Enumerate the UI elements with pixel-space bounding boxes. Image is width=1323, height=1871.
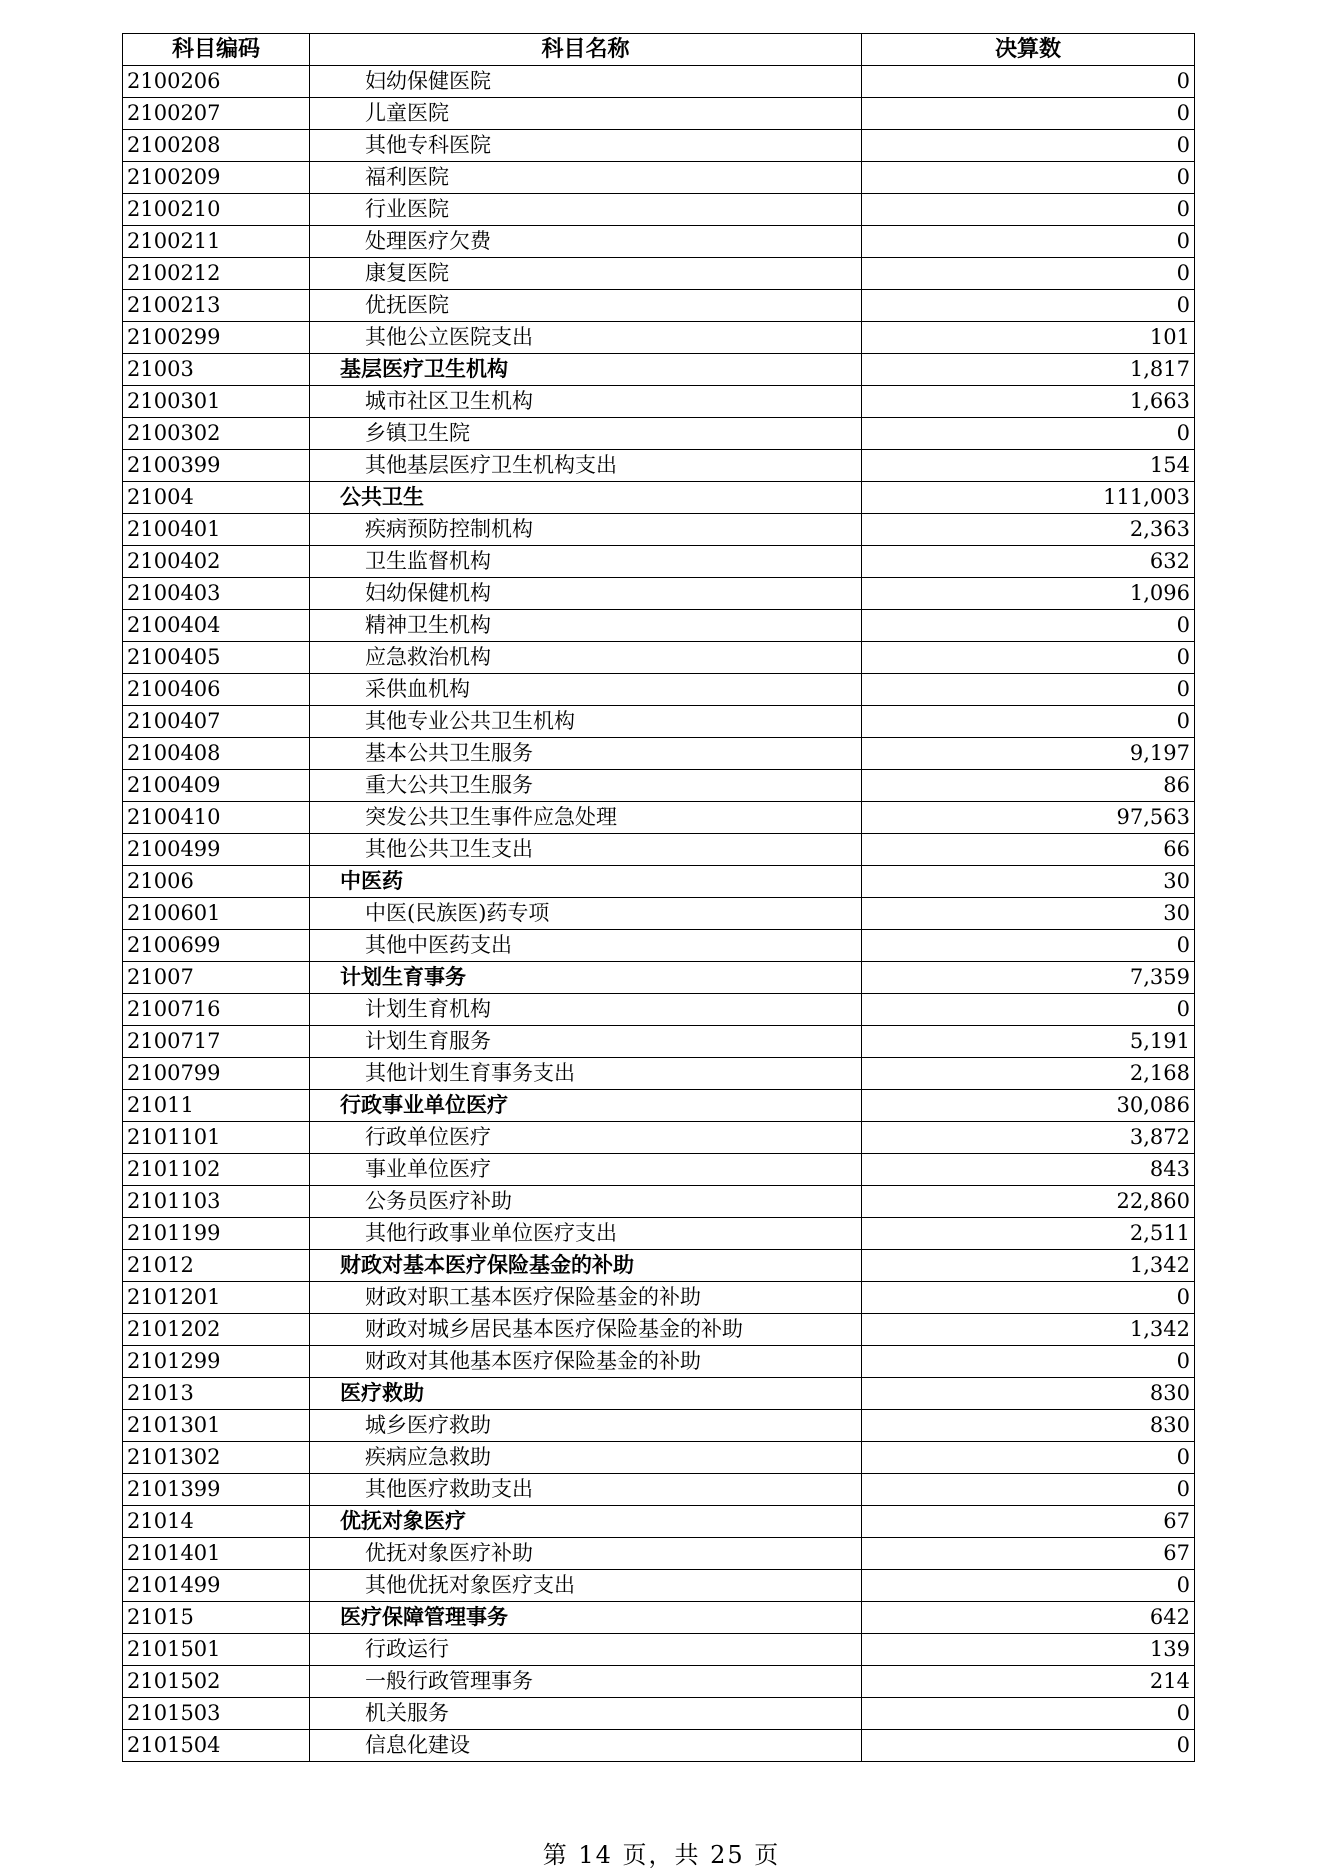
table-row — [123, 1218, 1195, 1250]
amount-cell: 2,363 — [862, 514, 1195, 546]
table-row — [123, 450, 1195, 482]
code-cell: 2100601 — [123, 898, 310, 930]
code-cell: 2101302 — [123, 1442, 310, 1474]
amount-cell: 9,197 — [862, 738, 1195, 770]
name-cell: 财政对职工基本医疗保险基金的补助 — [310, 1282, 862, 1314]
amount-cell: 30,086 — [862, 1090, 1195, 1122]
amount-cell: 0 — [862, 130, 1195, 162]
name-cell: 优抚医院 — [310, 290, 862, 322]
name-cell: 机关服务 — [310, 1698, 862, 1730]
code-cell: 2101501 — [123, 1634, 310, 1666]
name-cell: 福利医院 — [310, 162, 862, 194]
amount-cell: 0 — [862, 610, 1195, 642]
table-row — [123, 514, 1195, 546]
code-cell: 2101399 — [123, 1474, 310, 1506]
table-row — [123, 1378, 1195, 1410]
amount-cell: 632 — [862, 546, 1195, 578]
amount-cell: 30 — [862, 898, 1195, 930]
table-row — [123, 1442, 1195, 1474]
table-row — [123, 386, 1195, 418]
name-cell: 财政对其他基本医疗保险基金的补助 — [310, 1346, 862, 1378]
table-row — [123, 1666, 1195, 1698]
table-row — [123, 290, 1195, 322]
table-row — [123, 994, 1195, 1026]
code-cell: 2100407 — [123, 706, 310, 738]
code-cell: 2100499 — [123, 834, 310, 866]
table-row — [123, 674, 1195, 706]
name-cell: 计划生育机构 — [310, 994, 862, 1026]
name-cell: 应急救治机构 — [310, 642, 862, 674]
table-row — [123, 930, 1195, 962]
name-cell: 其他优抚对象医疗支出 — [310, 1570, 862, 1602]
name-cell: 行政运行 — [310, 1634, 862, 1666]
amount-cell: 0 — [862, 706, 1195, 738]
code-cell: 2100399 — [123, 450, 310, 482]
header-code: 科目编码 — [123, 34, 310, 66]
name-cell: 优抚对象医疗 — [310, 1506, 862, 1538]
code-cell: 2101301 — [123, 1410, 310, 1442]
amount-cell: 843 — [862, 1154, 1195, 1186]
amount-cell: 0 — [862, 162, 1195, 194]
code-cell: 2101502 — [123, 1666, 310, 1698]
amount-cell: 0 — [862, 290, 1195, 322]
name-cell: 妇幼保健机构 — [310, 578, 862, 610]
amount-cell: 97,563 — [862, 802, 1195, 834]
name-cell: 中医药 — [310, 866, 862, 898]
name-cell: 精神卫生机构 — [310, 610, 862, 642]
table-row — [123, 98, 1195, 130]
amount-cell: 154 — [862, 450, 1195, 482]
name-cell: 基层医疗卫生机构 — [310, 354, 862, 386]
amount-cell: 101 — [862, 322, 1195, 354]
name-cell: 其他公立医院支出 — [310, 322, 862, 354]
code-cell: 2100208 — [123, 130, 310, 162]
code-cell: 21015 — [123, 1602, 310, 1634]
code-cell: 21012 — [123, 1250, 310, 1282]
table-row — [123, 258, 1195, 290]
name-cell: 重大公共卫生服务 — [310, 770, 862, 802]
name-cell: 疾病应急救助 — [310, 1442, 862, 1474]
name-cell: 其他中医药支出 — [310, 930, 862, 962]
name-cell: 计划生育服务 — [310, 1026, 862, 1058]
table-row — [123, 418, 1195, 450]
name-cell: 其他医疗救助支出 — [310, 1474, 862, 1506]
code-cell: 21003 — [123, 354, 310, 386]
code-cell: 2101101 — [123, 1122, 310, 1154]
name-cell: 其他专科医院 — [310, 130, 862, 162]
name-cell: 计划生育事务 — [310, 962, 862, 994]
amount-cell: 1,663 — [862, 386, 1195, 418]
name-cell: 公共卫生 — [310, 482, 862, 514]
amount-cell: 0 — [862, 258, 1195, 290]
amount-cell: 3,872 — [862, 1122, 1195, 1154]
code-cell: 2101199 — [123, 1218, 310, 1250]
amount-cell: 2,168 — [862, 1058, 1195, 1090]
table-row — [123, 1186, 1195, 1218]
table-row — [123, 770, 1195, 802]
name-cell: 处理医疗欠费 — [310, 226, 862, 258]
table-row — [123, 1698, 1195, 1730]
amount-cell: 1,096 — [862, 578, 1195, 610]
code-cell: 21014 — [123, 1506, 310, 1538]
code-cell: 2100716 — [123, 994, 310, 1026]
amount-cell: 0 — [862, 226, 1195, 258]
name-cell: 儿童医院 — [310, 98, 862, 130]
name-cell: 医疗保障管理事务 — [310, 1602, 862, 1634]
code-cell: 2100211 — [123, 226, 310, 258]
name-cell: 优抚对象医疗补助 — [310, 1538, 862, 1570]
amount-cell: 0 — [862, 66, 1195, 98]
code-cell: 2100209 — [123, 162, 310, 194]
table-row — [123, 1570, 1195, 1602]
table-row — [123, 322, 1195, 354]
amount-cell: 830 — [862, 1378, 1195, 1410]
amount-cell: 0 — [862, 1570, 1195, 1602]
table-row — [123, 1730, 1195, 1762]
name-cell: 城乡医疗救助 — [310, 1410, 862, 1442]
table-row — [123, 546, 1195, 578]
amount-cell: 214 — [862, 1666, 1195, 1698]
table-row — [123, 1474, 1195, 1506]
code-cell: 2100210 — [123, 194, 310, 226]
amount-cell: 22,860 — [862, 1186, 1195, 1218]
name-cell: 公务员医疗补助 — [310, 1186, 862, 1218]
amount-cell: 0 — [862, 930, 1195, 962]
name-cell: 突发公共卫生事件应急处理 — [310, 802, 862, 834]
name-cell: 基本公共卫生服务 — [310, 738, 862, 770]
code-cell: 2100302 — [123, 418, 310, 450]
table-row — [123, 706, 1195, 738]
name-cell: 其他行政事业单位医疗支出 — [310, 1218, 862, 1250]
amount-cell: 7,359 — [862, 962, 1195, 994]
name-cell: 一般行政管理事务 — [310, 1666, 862, 1698]
table-row — [123, 1090, 1195, 1122]
name-cell: 其他专业公共卫生机构 — [310, 706, 862, 738]
amount-cell: 86 — [862, 770, 1195, 802]
amount-cell: 0 — [862, 1730, 1195, 1762]
table-row — [123, 130, 1195, 162]
page-number: 第 14 页，共 25 页 — [542, 1841, 781, 1869]
table-row — [123, 1538, 1195, 1570]
name-cell: 信息化建设 — [310, 1730, 862, 1762]
code-cell: 2100207 — [123, 98, 310, 130]
amount-cell: 0 — [862, 1282, 1195, 1314]
name-cell: 妇幼保健医院 — [310, 66, 862, 98]
code-cell: 2100405 — [123, 642, 310, 674]
amount-cell: 0 — [862, 1346, 1195, 1378]
code-cell: 2100301 — [123, 386, 310, 418]
code-cell: 2101202 — [123, 1314, 310, 1346]
table-row — [123, 1602, 1195, 1634]
code-cell: 2101102 — [123, 1154, 310, 1186]
name-cell: 乡镇卫生院 — [310, 418, 862, 450]
code-cell: 2100699 — [123, 930, 310, 962]
name-cell: 采供血机构 — [310, 674, 862, 706]
table-row — [123, 1506, 1195, 1538]
name-cell: 行业医院 — [310, 194, 862, 226]
name-cell: 卫生监督机构 — [310, 546, 862, 578]
code-cell: 2101401 — [123, 1538, 310, 1570]
header-amount: 决算数 — [862, 34, 1195, 66]
name-cell: 财政对城乡居民基本医疗保险基金的补助 — [310, 1314, 862, 1346]
table-row — [123, 1058, 1195, 1090]
code-cell: 2100206 — [123, 66, 310, 98]
header-name: 科目名称 — [310, 34, 862, 66]
table-row — [123, 1154, 1195, 1186]
name-cell: 行政事业单位医疗 — [310, 1090, 862, 1122]
amount-cell: 830 — [862, 1410, 1195, 1442]
table-row — [123, 194, 1195, 226]
table-row — [123, 1250, 1195, 1282]
code-cell: 2100408 — [123, 738, 310, 770]
name-cell: 财政对基本医疗保险基金的补助 — [310, 1250, 862, 1282]
budget-table — [122, 33, 1195, 1762]
name-cell: 康复医院 — [310, 258, 862, 290]
amount-cell: 0 — [862, 418, 1195, 450]
code-cell: 2101499 — [123, 1570, 310, 1602]
amount-cell: 642 — [862, 1602, 1195, 1634]
amount-cell: 5,191 — [862, 1026, 1195, 1058]
code-cell: 2100409 — [123, 770, 310, 802]
code-cell: 2100299 — [123, 322, 310, 354]
table-row — [123, 162, 1195, 194]
code-cell: 2100799 — [123, 1058, 310, 1090]
code-cell: 2101103 — [123, 1186, 310, 1218]
name-cell: 其他基层医疗卫生机构支出 — [310, 450, 862, 482]
code-cell: 2100717 — [123, 1026, 310, 1058]
amount-cell: 0 — [862, 1474, 1195, 1506]
code-cell: 21013 — [123, 1378, 310, 1410]
table-row — [123, 642, 1195, 674]
name-cell: 事业单位医疗 — [310, 1154, 862, 1186]
amount-cell: 0 — [862, 98, 1195, 130]
amount-cell: 67 — [862, 1506, 1195, 1538]
amount-cell: 30 — [862, 866, 1195, 898]
amount-cell: 111,003 — [862, 482, 1195, 514]
table-row — [123, 834, 1195, 866]
table-row — [123, 354, 1195, 386]
name-cell: 中医(民族医)药专项 — [310, 898, 862, 930]
code-cell: 2100213 — [123, 290, 310, 322]
amount-cell: 0 — [862, 674, 1195, 706]
name-cell: 其他公共卫生支出 — [310, 834, 862, 866]
table-row — [123, 610, 1195, 642]
code-cell: 21007 — [123, 962, 310, 994]
amount-cell: 1,342 — [862, 1314, 1195, 1346]
amount-cell: 0 — [862, 1698, 1195, 1730]
amount-cell: 1,342 — [862, 1250, 1195, 1282]
code-cell: 2100212 — [123, 258, 310, 290]
code-cell: 21006 — [123, 866, 310, 898]
code-cell: 2100401 — [123, 514, 310, 546]
code-cell: 2100410 — [123, 802, 310, 834]
table-row — [123, 1314, 1195, 1346]
table-row — [123, 1346, 1195, 1378]
name-cell: 行政单位医疗 — [310, 1122, 862, 1154]
table-row — [123, 1282, 1195, 1314]
table-row — [123, 1410, 1195, 1442]
code-cell: 2101299 — [123, 1346, 310, 1378]
table-row — [123, 962, 1195, 994]
name-cell: 其他计划生育事务支出 — [310, 1058, 862, 1090]
name-cell: 疾病预防控制机构 — [310, 514, 862, 546]
amount-cell: 0 — [862, 1442, 1195, 1474]
amount-cell: 1,817 — [862, 354, 1195, 386]
amount-cell: 2,511 — [862, 1218, 1195, 1250]
code-cell: 2101504 — [123, 1730, 310, 1762]
code-cell: 21004 — [123, 482, 310, 514]
code-cell: 2101503 — [123, 1698, 310, 1730]
table-row — [123, 866, 1195, 898]
table-row — [123, 1026, 1195, 1058]
code-cell: 2100402 — [123, 546, 310, 578]
table-row — [123, 1634, 1195, 1666]
name-cell: 医疗救助 — [310, 1378, 862, 1410]
code-cell: 2100404 — [123, 610, 310, 642]
table-row — [123, 482, 1195, 514]
code-cell: 2100406 — [123, 674, 310, 706]
table-row — [123, 898, 1195, 930]
amount-cell: 67 — [862, 1538, 1195, 1570]
amount-cell: 0 — [862, 642, 1195, 674]
amount-cell: 0 — [862, 194, 1195, 226]
table-body — [123, 66, 1195, 1762]
table-row — [123, 1122, 1195, 1154]
table-row — [123, 66, 1195, 98]
table-row — [123, 738, 1195, 770]
code-cell: 2101201 — [123, 1282, 310, 1314]
table-row — [123, 226, 1195, 258]
amount-cell: 66 — [862, 834, 1195, 866]
amount-cell: 0 — [862, 994, 1195, 1026]
table-header-row — [123, 34, 1195, 66]
table-row — [123, 802, 1195, 834]
table-row — [123, 578, 1195, 610]
amount-cell: 139 — [862, 1634, 1195, 1666]
code-cell: 21011 — [123, 1090, 310, 1122]
code-cell: 2100403 — [123, 578, 310, 610]
name-cell: 城市社区卫生机构 — [310, 386, 862, 418]
